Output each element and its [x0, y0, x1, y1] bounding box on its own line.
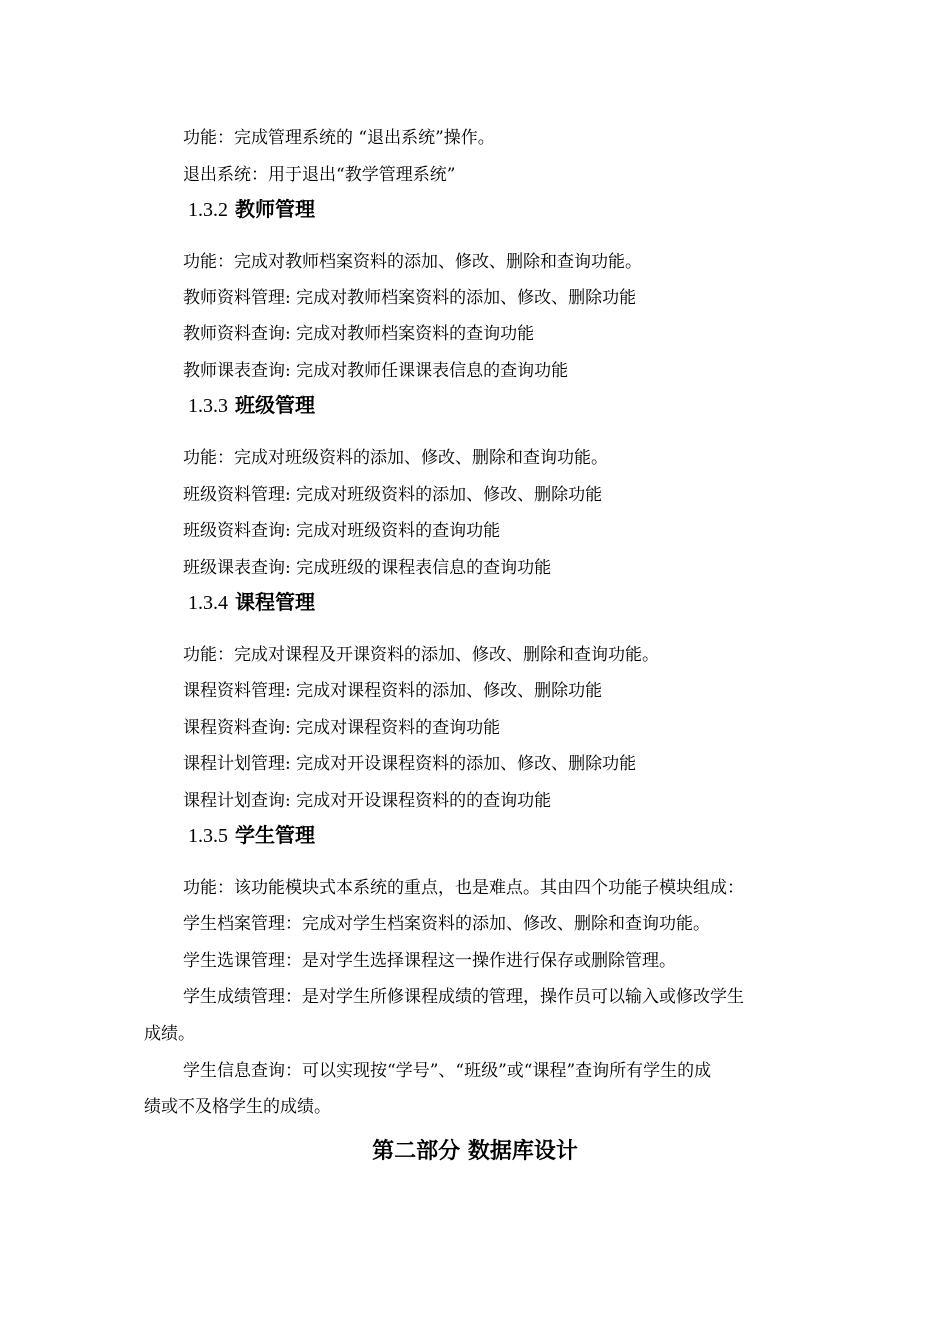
class-line: 功能：完成对班级资料的添加、修改、删除和查询功能。: [183, 448, 608, 468]
student-line: 学生档案管理：完成对学生档案资料的添加、修改、删除和查询功能。: [183, 914, 710, 934]
class-line: 班级资料查询: 完成对班级资料的查询功能: [183, 521, 501, 541]
student-line: 学生成绩管理：是对学生所修课程成绩的管理，操作员可以输入或修改学生: [183, 987, 744, 1007]
student-line: 功能：该功能模块式本系统的重点，也是难点。其由四个功能子模块组成：: [183, 878, 744, 898]
section-title: 班级管理: [234, 393, 315, 417]
course-line: 课程计划管理: 完成对开设课程资料的添加、修改、删除功能: [183, 754, 637, 774]
student-line: 绩或不及格学生的成绩。: [144, 1097, 331, 1117]
class-line: 班级课表查询: 完成班级的课程表信息的查询功能: [183, 558, 552, 578]
section-heading-course: [188, 589, 315, 616]
class-line: 班级资料管理: 完成对班级资料的添加、修改、删除功能: [183, 485, 603, 505]
section-number: 1.3.3: [188, 395, 228, 417]
section-number: 1.3.4: [188, 592, 228, 614]
section-number: 1.3.2: [188, 199, 228, 221]
course-line: 课程资料管理: 完成对课程资料的添加、修改、删除功能: [183, 681, 603, 701]
exit-function-line: 功能：完成管理系统的 “退出系统”操作。: [183, 128, 495, 148]
teacher-line: 教师资料管理: 完成对教师档案资料的添加、修改、删除功能: [183, 288, 637, 308]
student-line: 成绩。: [144, 1024, 195, 1044]
teacher-line: 教师课表查询: 完成对教师任课课表信息的查询功能: [183, 361, 569, 381]
section-heading-class: [188, 392, 315, 419]
section-title: 教师管理: [234, 197, 315, 221]
course-line: 功能：完成对课程及开课资料的添加、修改、删除和查询功能。: [183, 645, 659, 665]
part-two-title: 第二部分 数据库设计: [372, 1139, 578, 1164]
student-line: 学生选课管理：是对学生选择课程这一操作进行保存或删除管理。: [183, 951, 676, 971]
teacher-line: 功能：完成对教师档案资料的添加、修改、删除和查询功能。: [183, 252, 642, 272]
course-line: 课程计划查询: 完成对开设课程资料的的查询功能: [183, 791, 552, 811]
teacher-line: 教师资料查询: 完成对教师档案资料的查询功能: [183, 324, 535, 344]
section-heading-teacher: [188, 196, 315, 223]
section-title: 学生管理: [234, 823, 315, 847]
exit-system-line: 退出系统：用于退出“教学管理系统”: [183, 165, 456, 185]
course-line: 课程资料查询: 完成对课程资料的查询功能: [183, 718, 501, 738]
section-title: 课程管理: [234, 590, 315, 614]
section-number: 1.3.5: [188, 825, 228, 847]
section-heading-student: [188, 822, 315, 849]
student-line: 学生信息查询：可以实现按“学号”、“班级”或“课程”查询所有学生的成: [183, 1061, 712, 1081]
